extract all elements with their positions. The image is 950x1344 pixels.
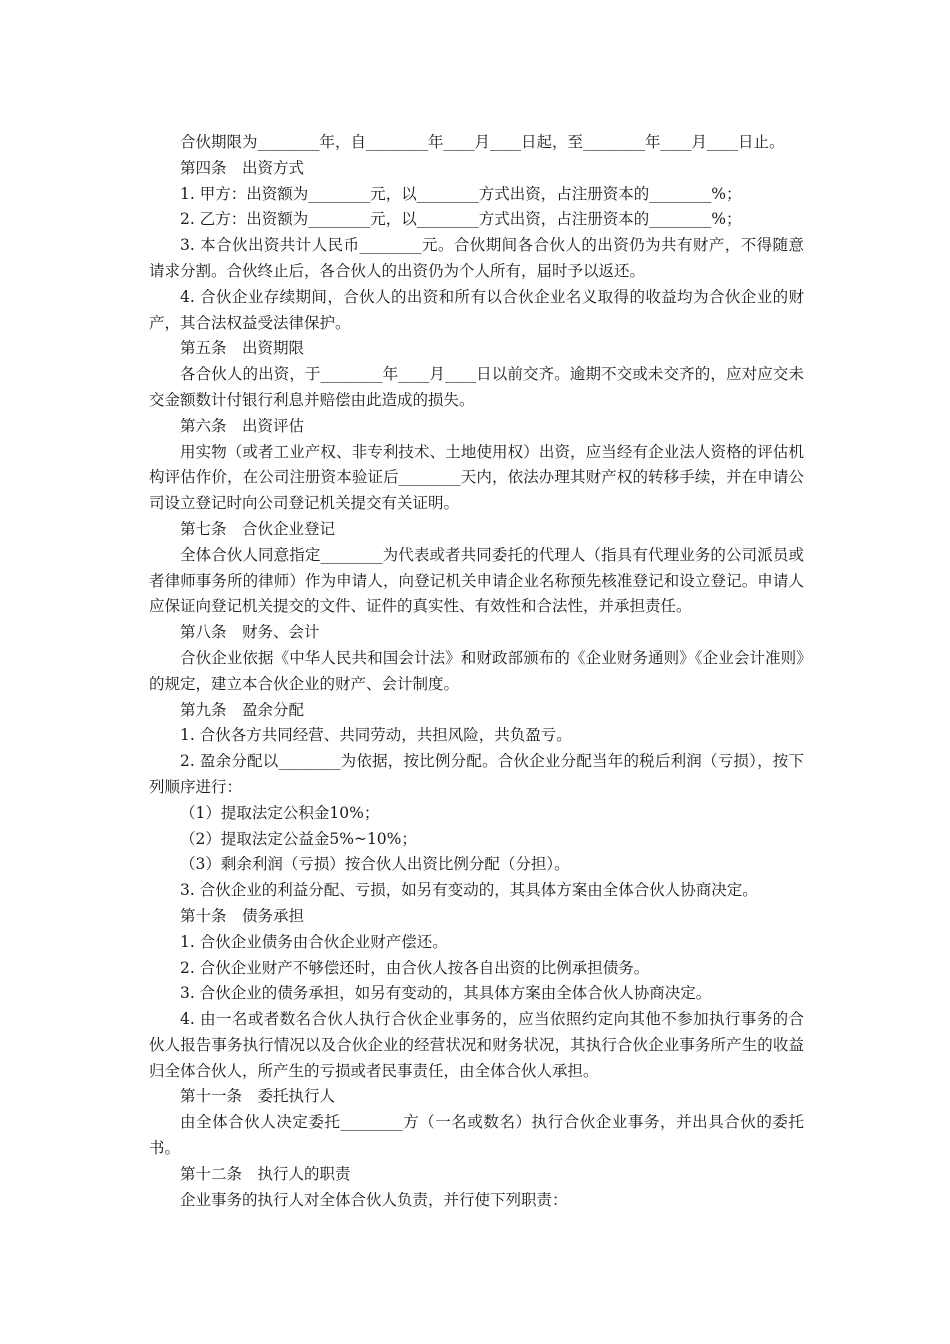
paragraph: 4. 合伙企业存续期间，合伙人的出资和所有以合伙企业名义取得的收益均为合伙企业的财产，其合法权益受法律保护。 [149,287,804,332]
paragraph-partnership-term: 合伙期限为________年，自________年____月____日起，至________年____月____日止。 [180,133,785,151]
article-7-heading: 第七条 合伙企业登记 [180,519,336,538]
article-12-heading: 第十二条 执行人的职责 [180,1164,351,1183]
paragraph: 2. 合伙企业财产不够偿还时，由合伙人按各自出资的比例承担债务。 [180,958,650,977]
paragraph: 3. 合伙企业的利益分配、亏损，如另有变动的，其具体方案由全体合伙人协商决定。 [180,881,758,900]
article-9-heading: 第九条 盈余分配 [180,700,305,719]
paragraph: 1. 合伙企业债务由合伙企业财产偿还。 [180,932,448,951]
paragraph: 全体合伙人同意指定________为代表或者共同委托的代理人（指具有代理业务的公司派员或者律师事务所的律师）作为申请人，向登记机关申请企业名称预先核准登记和设立登记。申请人应保证向登记机关提交的文件、证件的真实性、有效性和合法性，并承担责任。 [149,545,804,616]
paragraph: 由全体合伙人决定委托________方（一名或数名）执行合伙企业事务，并出具合伙的委托书。 [149,1113,804,1158]
paragraph: 1. 甲方：出资额为________元，以________方式出资，占注册资本的________%； [180,184,742,203]
article-5-heading: 第五条 出资期限 [180,339,305,358]
paragraph: 企业事务的执行人对全体合伙人负责，并行使下列职责： [180,1190,568,1209]
document-body [149,130,804,1213]
paragraph: 合伙企业依据《中华人民共和国会计法》和财政部颁布的《企业财务通则》《企业会计准则》的规定，建立本合伙企业的财产、会计制度。 [149,648,804,693]
paragraph: 4. 由一名或者数名合伙人执行合伙企业事务的，应当依照约定向其他不参加执行事务的合伙人报告事务执行情况以及合伙企业的经营状况和财务状况，其执行合伙企业事务所产生的收益归全体合伙人，所产生的亏损或者民事责任，由全体合伙人承担。 [149,1010,804,1080]
article-11-heading: 第十一条 委托执行人 [180,1087,336,1106]
paragraph: 3. 合伙企业的债务承担，如另有变动的，其具体方案由全体合伙人协商决定。 [180,984,712,1003]
paragraph: （1）提取法定公积金10%； [180,803,380,822]
article-6-heading: 第六条 出资评估 [180,416,305,435]
paragraph: （3）剩余利润（亏损）按合伙人出资比例分配（分担）。 [180,855,570,874]
paragraph: 1. 合伙各方共同经营、共同劳动，共担风险，共负盈亏。 [180,726,572,745]
paragraph: 2. 盈余分配以________为依据，按比例分配。合伙企业分配当年的税后利润（亏损），按下列顺序进行： [149,752,804,796]
paragraph: 用实物（或者工业产权、非专利技术、土地使用权）出资，应当经有企业法人资格的评估机构评估作价，在公司注册资本验证后________天内，依法办理其财产权的转移手续，并在申请公司设立登记时向公司登记机关提交有关证明。 [149,442,804,513]
article-8-heading: 第八条 财务、会计 [180,623,320,642]
paragraph: 2. 乙方：出资额为________元，以________方式出资，占注册资本的________%； [180,210,742,229]
paragraph: 3. 本合伙出资共计人民币________元。合伙期间各合伙人的出资仍为共有财产，不得随意请求分割。合伙终止后，各合伙人的出资仍为个人所有，届时予以返还。 [149,236,804,280]
paragraph: 各合伙人的出资，于________年____月____日以前交齐。逾期不交或未交齐的，应对应交未交金额数计付银行利息并赔偿由此造成的损失。 [149,365,804,409]
article-4-heading: 第四条 出资方式 [180,158,305,177]
paragraph: （2）提取法定公益金5%~10%； [180,829,417,848]
article-10-heading: 第十条 债务承担 [180,906,305,925]
